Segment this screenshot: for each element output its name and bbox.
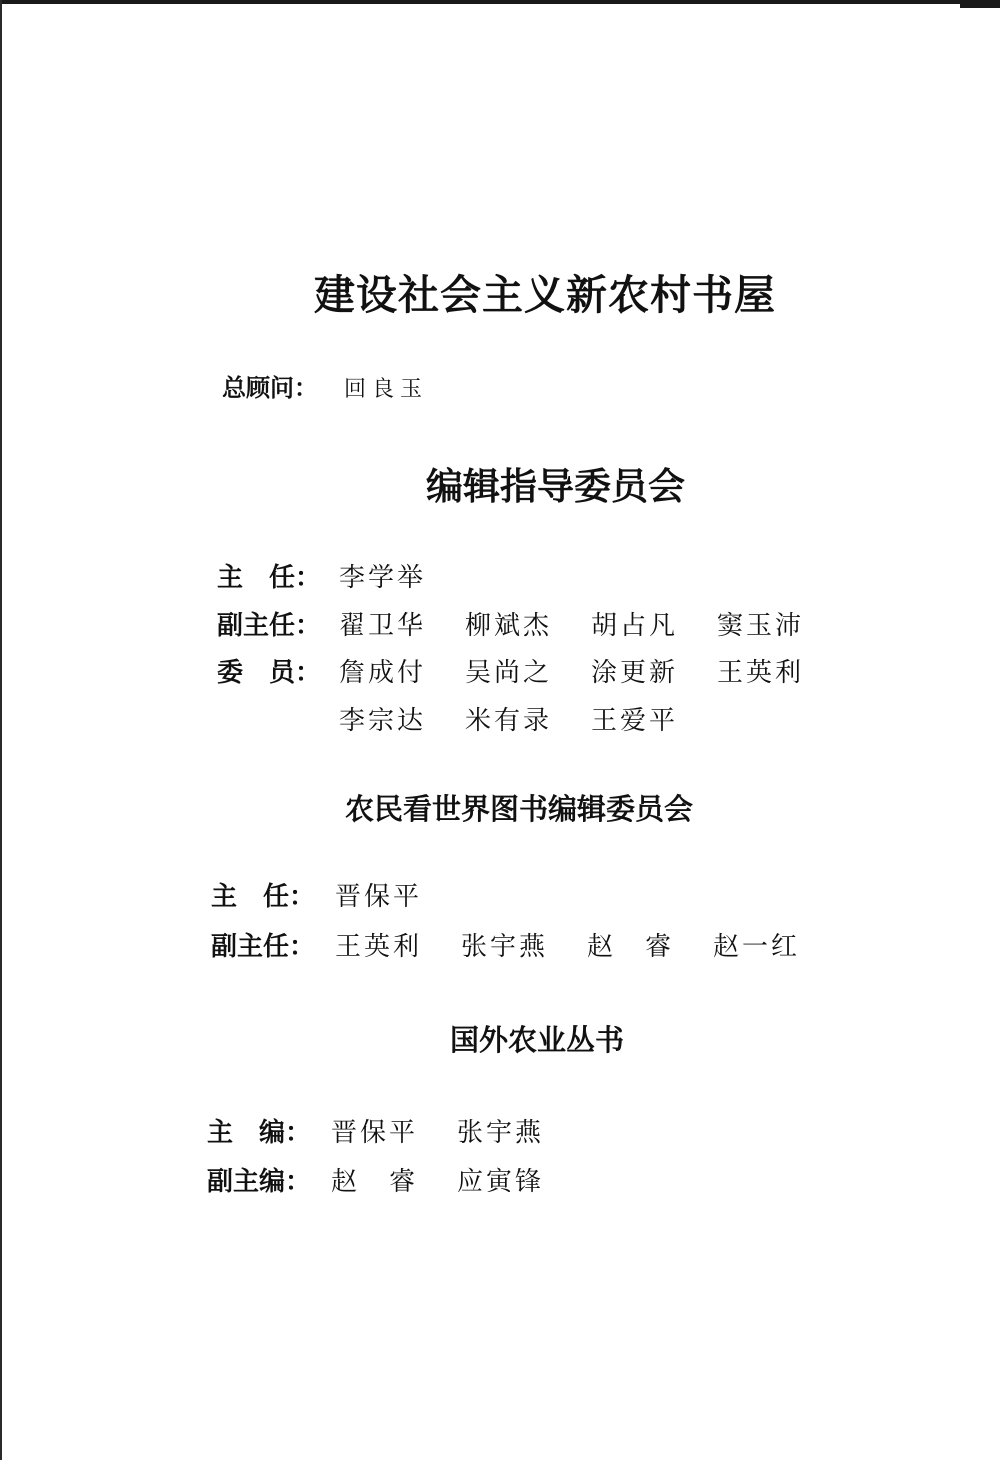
guidance-director-label: 主 任： — [217, 563, 322, 593]
guidance-member-name: 王爱平 — [591, 706, 679, 736]
farmers-director-label: 主 任： — [211, 882, 316, 912]
deputy-chief-editor-names — [331, 1161, 544, 1198]
guidance-deputy-name: 翟卫华 — [339, 611, 427, 641]
farmers-deputy-name: 张宇燕 — [461, 932, 549, 962]
page-corner-mark — [960, 0, 1000, 8]
farmers-deputy-name: 王英利 — [335, 932, 423, 962]
farmers-world-committee-title: 农民看世界图书编辑委员会 — [345, 792, 694, 826]
page-left-border — [0, 0, 2, 1460]
deputy-chief-editor-name: 应寅锋 — [457, 1167, 545, 1197]
deputy-chief-editor-name: 赵 睿 — [331, 1167, 419, 1197]
farmers-deputy-names — [335, 926, 800, 963]
guidance-deputy-name: 胡占凡 — [591, 611, 679, 641]
guidance-member-name: 李宗达 — [339, 706, 427, 736]
guidance-director-row — [217, 557, 426, 594]
guidance-committee-title: 编辑指导委员会 — [426, 464, 685, 508]
guidance-deputy-names — [339, 605, 804, 642]
guidance-member-name: 王英利 — [717, 658, 805, 688]
farmers-director-names — [335, 876, 422, 913]
chief-editor-name: 晋保平 — [331, 1118, 419, 1148]
guidance-members-names — [339, 652, 804, 689]
series-title: 建设社会主义新农村书屋 — [314, 271, 776, 319]
deputy-chief-editor-label: 副主编： — [207, 1167, 312, 1197]
guidance-members-row-2 — [339, 700, 678, 737]
advisor-label: 总顾问： — [222, 374, 318, 402]
guidance-members-names-2 — [339, 700, 678, 737]
farmers-director-row — [211, 876, 422, 913]
guidance-deputy-row — [217, 605, 804, 642]
chief-editor-names — [331, 1112, 544, 1149]
guidance-member-name: 涂更新 — [591, 658, 679, 688]
guidance-director-name: 李学举 — [339, 563, 427, 593]
advisor-row — [222, 368, 428, 403]
advisor-name: 回良玉 — [344, 377, 429, 402]
farmers-director-name: 晋保平 — [335, 882, 423, 912]
guidance-member-name: 詹成付 — [339, 658, 427, 688]
advisor-names — [344, 372, 428, 403]
guidance-members-label: 委 员： — [217, 658, 322, 688]
page-top-border — [0, 0, 1000, 4]
guidance-director-names — [339, 557, 426, 594]
guidance-deputy-label: 副主任： — [217, 611, 322, 641]
chief-editor-name: 张宇燕 — [457, 1118, 545, 1148]
guidance-members-row — [217, 652, 804, 689]
guidance-deputy-name: 窦玉沛 — [717, 611, 805, 641]
guidance-member-name: 吴尚之 — [465, 658, 553, 688]
deputy-chief-editor-row — [207, 1161, 544, 1198]
chief-editor-label: 主 编： — [207, 1118, 312, 1148]
farmers-deputy-name: 赵一红 — [713, 932, 801, 962]
farmers-deputy-label: 副主任： — [211, 932, 316, 962]
chief-editor-row — [207, 1112, 544, 1149]
farmers-deputy-row — [211, 926, 800, 963]
farmers-deputy-name: 赵 睿 — [587, 932, 675, 962]
guidance-deputy-name: 柳斌杰 — [465, 611, 553, 641]
guidance-member-name: 米有录 — [465, 706, 553, 736]
foreign-agriculture-series-title: 国外农业丛书 — [450, 1023, 625, 1057]
